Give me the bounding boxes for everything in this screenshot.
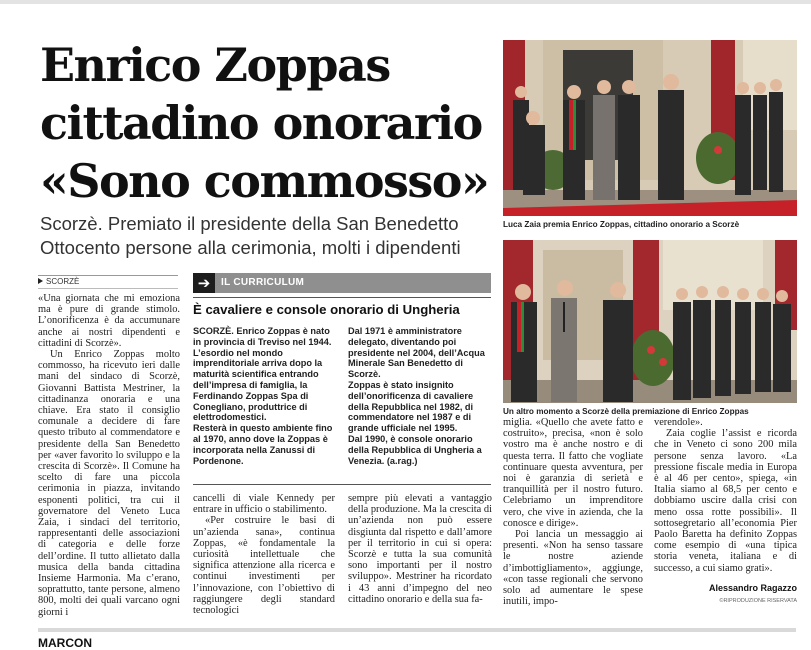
curriculum-paragraph: Resterà in questo ambiente fino al 1970, anno dove la Zoppas è incorporata nella Zanussi di Pordenone. xyxy=(193,423,333,466)
curriculum-header xyxy=(193,273,491,293)
photo-caption: Luca Zaia premia Enrico Zoppas, cittadino onorario a Scorzè xyxy=(503,220,740,229)
ceremony-photo xyxy=(503,240,797,403)
paragraph: miglia. «Quello che avete fatto e costruito», precisa, «non è solo vostro ma è anche nostro e di questa terra. Il fatto che vogliate continuare questa avventura, per noi è garanzia di serietà e tranquillità per il nostro futuro. Celebriamo un imprenditore vero, che vive in azienda, che la conosce e dirige». xyxy=(503,417,643,529)
curriculum-paragraph: Zoppas è stato insignito dell’onorificenza di cavaliere della Repubblica nel 1982, di commendatore nel 1987 e di grande ufficiale nel 1995. xyxy=(348,379,474,434)
paragraph: «Per costruire le basi di un’azienda sana», continua Zoppas, «è fondamentale la curiosità intellettuale che significa attenzione alla ricerca e continui investimenti per l’innovazione, con l’obiettivo di raggiungere degli standard tecnologici xyxy=(193,515,335,617)
bottom-rule xyxy=(38,628,796,632)
subhead-line: Scorzè. Premiato il presidente della San Benedetto xyxy=(40,213,459,234)
photo-caption: Un altro momento a Scorzè della premiazione di Enrico Zoppas xyxy=(503,407,749,416)
paragraph: cancelli di viale Kennedy per entrare in ufficio o stabilimento. xyxy=(193,493,335,516)
ceremony-photo xyxy=(503,40,797,216)
copyright-notice: ©RIPRODUZIONE RISERVATA xyxy=(719,598,797,604)
curriculum-title: È cavaliere e console onorario di Ungheria xyxy=(193,302,460,317)
box-rule xyxy=(193,484,491,485)
paragraph: sempre più elevati a vantaggio della produzione. Ma la crescita di un’azienda non può essere disgiunta dal rispetto e dall’amore per il territorio in cui si opera: Scorzè e tutta la sua comunità sono importanti per il nostro sviluppo». Mestriner ha ricordato i 43 anni d’impegno del neo cittadino onorario e della sua fa- xyxy=(348,493,492,605)
curriculum-paragraph: Dal 1990, è console onorario della Repubblica di Ungheria a Venezia. (a.rag.) xyxy=(348,433,482,466)
article-column-4 xyxy=(503,417,643,609)
article-column-1 xyxy=(38,293,180,618)
paragraph: «Una giornata che mi emoziona ma è pure di grande stimolo. L’onorificenza è da accumunare anche ai nostri dipendenti e cittadini di Scorzè». xyxy=(38,293,180,349)
curriculum-paragraph: SCORZÈ. Enrico Zoppas è nato in provincia di Treviso nel 1944. xyxy=(193,326,332,347)
kicker-text: SCORZÈ xyxy=(46,277,80,286)
article-column-2 xyxy=(193,493,335,617)
kicker-rule xyxy=(38,275,178,276)
curriculum-column-1 xyxy=(193,326,333,466)
curriculum-label: IL CURRICULUM xyxy=(215,273,491,293)
paragraph: Zaia coglie l’assist e ricorda che in Veneto ci sono 200 mila persone senza lavoro. «La pressione fiscale media in Europa è al 46 per cento», spiega, «in Italia siamo al 68,5 per cento e dobbiamo uscire dalla crisi con meno ossa rotte possibili». Il sottosegretario all’economia Pier Paolo Baretta ha definito Zoppas come esempio di «una tipica storia veneta, italiana e di successo, a cui siamo grati». xyxy=(654,428,797,574)
article-column-5 xyxy=(654,417,797,579)
subhead-line: Ottocento persone alla cerimonia, molti i dipendenti xyxy=(40,237,461,258)
headline-line: cittadino onorario xyxy=(40,96,482,150)
curriculum-paragraph: L’esordio nel mondo imprenditoriale arriva dopo la maturità scientifica entrando dell’impresa di famiglia, la Ferdinando Zoppas Spa di Conegliano, produttrice di elettrodomestici. xyxy=(193,347,323,423)
kicker xyxy=(38,277,79,286)
paragraph: verendole». xyxy=(654,417,703,428)
arrow-right-icon: ➔ xyxy=(193,273,215,293)
top-rule xyxy=(0,0,811,4)
headline-line: «Sono commosso» xyxy=(40,154,489,208)
next-article-kicker: MARCON xyxy=(38,636,92,650)
curriculum-paragraph: Dal 1971 è amministratore delegato, diventando poi presidente nel 2004, dell’Acqua Minerale San Benedetto di Scorzè. xyxy=(348,326,485,380)
paragraph: Poi lancia un messaggio ai presenti. «Non ha senso tassare le nostre aziende d’imbottigliamento», aggiunge, «con tasse regionali che servono solo ad aumentare le spese inutili, impo- xyxy=(503,529,643,608)
author-signature: Alessandro Ragazzo xyxy=(708,583,797,593)
headline xyxy=(40,36,490,210)
subhead xyxy=(40,212,490,260)
paragraph: Un Enrico Zoppas molto commosso, ha ricevuto ieri dalle mani del sindaco di Scorzè, Giovanni Battista Mestriner, la cittadinanza onoraria e una chiave. Era stato il consiglio comunale a decidere di fare questo tributo al commendatore e presidente della San Benedetto per «aver favorito lo sviluppo e la crescita di Scorzè». Il Comune ha scelto di fare una piccola cerimonia in piazza, invitando esponenti politici, tra cui il governatore del Veneto Luca Zaia, i sindaci del territorio, rappresentanti delle associazioni di categoria e delle forze dell’ordine. Il tutto allietato dalla musica della banda cittadina Insieme Harmonia. Ma c’erano, soprattutto, tante persone, almeno 800, molti dei quali varcano ogni giorni i xyxy=(38,349,180,618)
article-column-3 xyxy=(348,493,492,609)
headline-line: Enrico Zoppas xyxy=(40,38,390,92)
triangle-icon xyxy=(38,278,43,284)
curriculum-column-2 xyxy=(348,326,492,466)
box-rule xyxy=(193,297,491,298)
kicker-rule xyxy=(38,288,178,289)
